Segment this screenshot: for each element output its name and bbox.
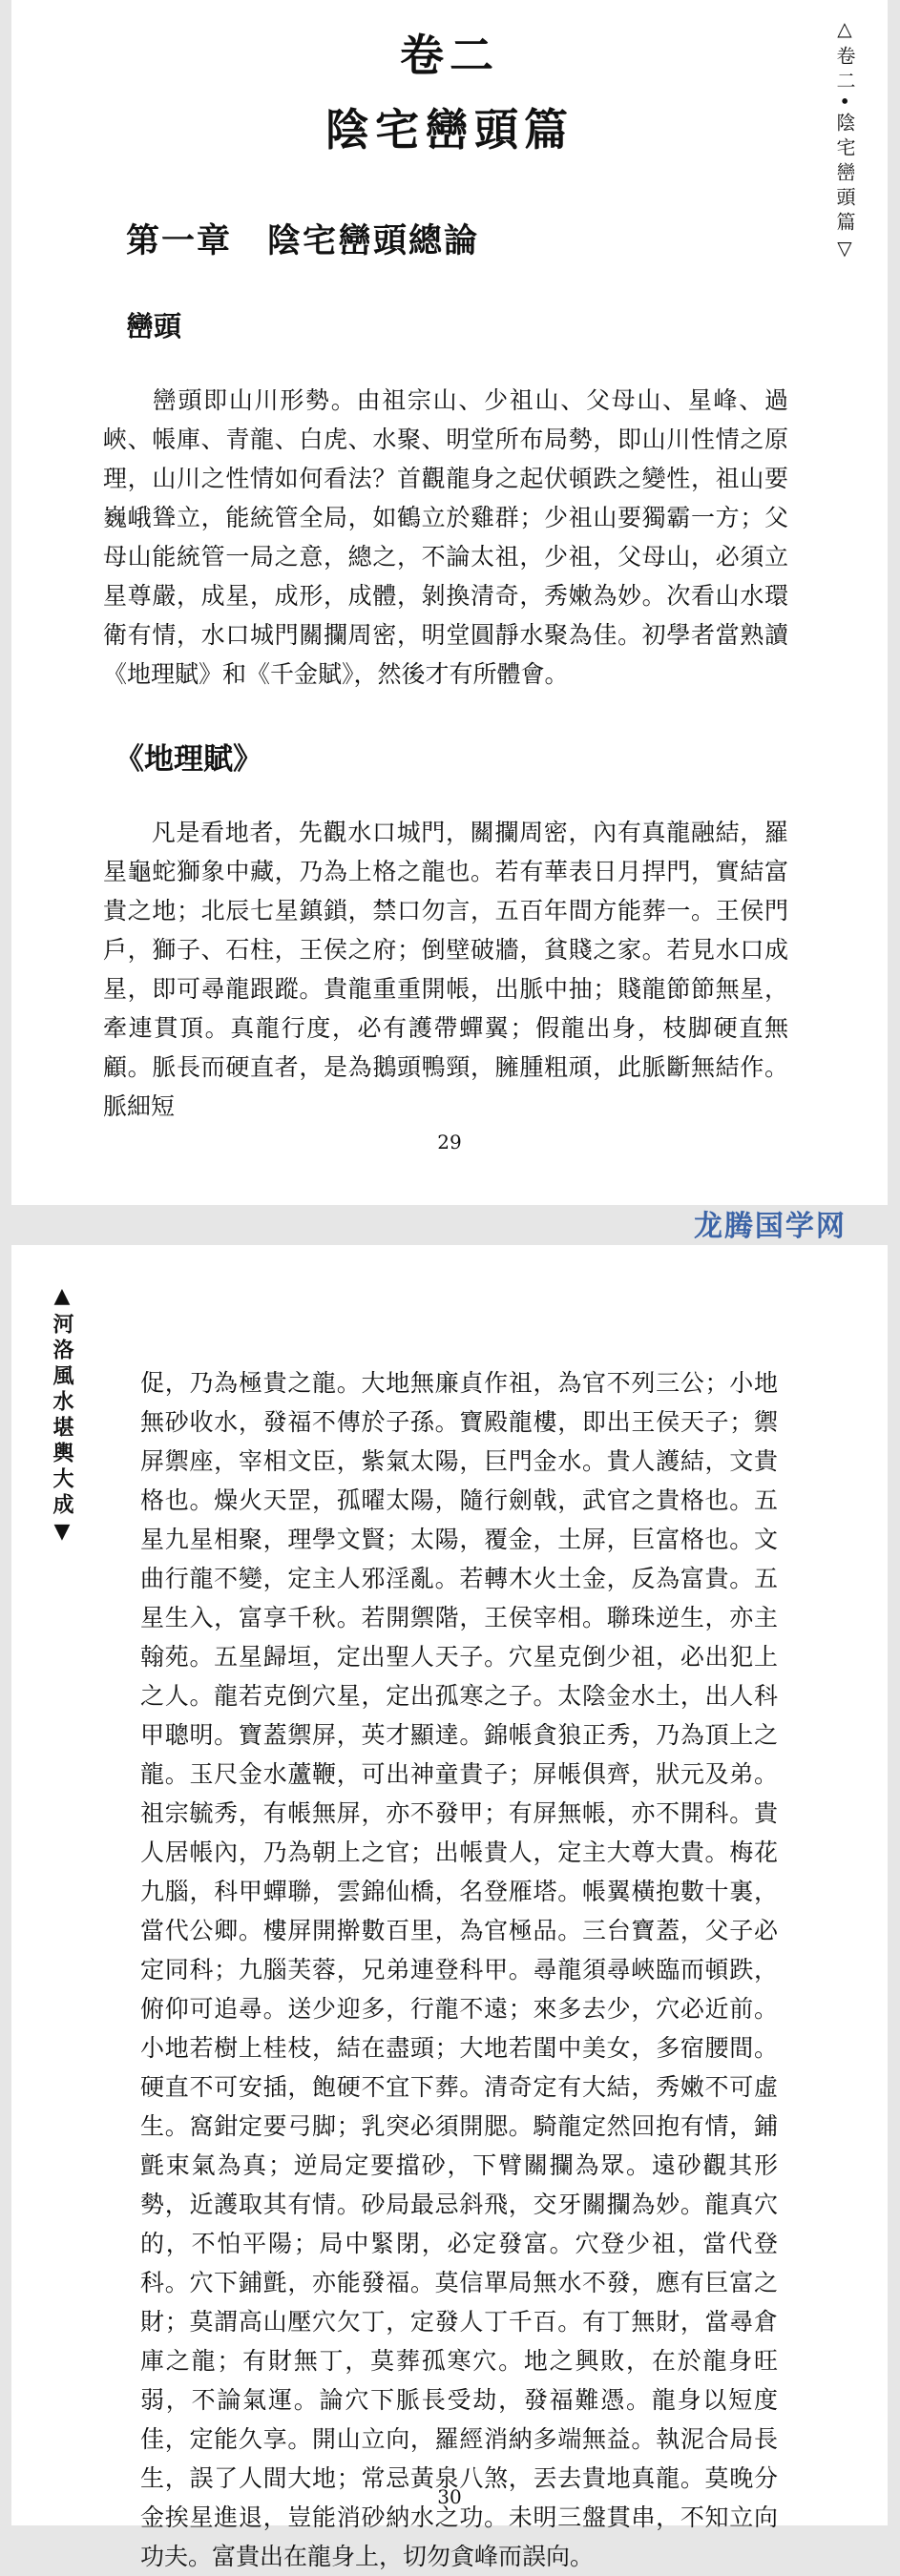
page-30	[11, 1245, 888, 2570]
running-head: ▲河洛風水堪輿大成▼	[50, 1283, 74, 1548]
verse-paragraph	[103, 813, 788, 1126]
running-head: △卷二•陰宅巒頭篇▽	[833, 17, 856, 265]
watermark-title: 龙腾国学网	[693, 1210, 847, 1243]
page-number: 30	[437, 2485, 462, 2508]
volume-title: 卷二	[400, 30, 499, 81]
intro-paragraph-text: 巒頭即山川形勢。由祖宗山、少祖山、父母山、星峰、過峽、帳庫、青龍、白虎、水聚、明堂所布局勢，即山川性情之原理，山川之性情如何看法？首觀龍身之起伏頓跌之變性，祖山要巍峨聳立，能統管全局，如鶴立於雞群；少祖山要獨霸一方；父母山能統管一局之意，總之，不論太祖，少祖，父母山，必須立星尊嚴，成星，成形，成體，剝換清奇，秀嫩為妙。次看山水環衛有情，水口城門關攔周密，明堂圓靜水聚為佳。初學者當熟讀《地理賦》和《千金賦》，然後才有所體會。	[103, 386, 788, 688]
chapter-title: 第一章 陰宅巒頭總論	[126, 221, 480, 260]
section-title: 巒頭	[126, 310, 182, 343]
part-title: 陰宅巒頭篇	[325, 104, 574, 156]
continued-paragraph: 促，乃為極貴之龍。大地無廉貞作祖，為官不列三公；小地無砂收水，發福不傳於子孫。寶殿龍樓，即出王侯天子；禦屏禦座，宰相文臣，紫氣太陽，巨門金水。貴人護結，文貴格也。燥火天罡，孤曜太陽，隨行劍戟，武官之貴格也。五星九星相聚，理學文賢；太陽，覆金，土屏，巨富格也。文曲行龍不變，定主人邪淫亂。若轉木火土金，反為富貴。五星生入，富享千秋。若開禦階，王侯宰相。聯珠逆生，亦主翰苑。五星歸垣，定出聖人天子。穴星克倒少祖，必出犯上之人。龍若克倒穴星，定出孤寒之子。太陰金水土，出人科甲聰明。寶蓋禦屏，英才顯達。錦帳貪狼正秀，乃為頂上之龍。玉尺金水蘆鞭，可出神童貴子；屏帳俱齊，狀元及弟。祖宗毓秀，有帳無屏，亦不發甲；有屏無帳，亦不開科。貴人居帳內，乃為朝上之官；出帳貴人，定主大尊大貴。梅花九腦，科甲蟬聯，雲錦仙橋，名登雁塔。帳翼橫抱數十裏，當代公卿。樓屏開擀數百里，為官極品。三台寶蓋，父子必定同科；九腦芙蓉，兄弟連登科甲。尋龍須尋峽臨而頓跌，俯仰可追尋。送少迎多，行龍不遠；來多去少，穴必近前。小地若樹上桂枝，結在盡頭；大地若閨中美女，多宿腰間。硬直不可安插，飽硬不宜下葬。清奇定有大結，秀嫩不可虛生。窩鉗定要弓脚；乳突必須開腮。騎龍定然回抱有情，鋪氈束氣為真；逆局定要擋砂，下臂關攔為眾。遠砂觀其形勢，近護取其有情。砂局最忌斜飛，交牙關攔為妙。龍真穴的，不怕平陽；局中緊閉，必定發富。穴登少祖，當代登科。穴下鋪氈，亦能發福。莫信單局無水不發，應有巨富之財；莫謂高山壓穴欠丁，定發人丁千百。有丁無財，當尋倉庫之龍；有財無丁，莫葬孤寒穴。地之興敗，在於龍身旺弱，不論氣運。論穴下脈長受劫，發福難憑。龍身以短度佳，定能久享。開山立向，羅經消納多端無益。執泥合局長生，誤了人間大地；常忌黃泉八煞，丟去貴地真龍。莫晚分金挨星進退，豈能消砂納水之功。未明三盤貫串，不知立向功夫。富貴出在龍身上，切勿貪峰而誤向。	[140, 1369, 778, 2570]
page-29	[11, 0, 888, 1205]
page-number: 29	[437, 1131, 462, 1153]
book-title-heading: 《地理賦》	[115, 742, 262, 777]
intro-paragraph	[103, 381, 788, 694]
verse-paragraph-text: 凡是看地者，先觀水口城門，關攔周密，內有真龍融結，羅星龜蛇獅象中藏，乃為上格之龍也。若有華表日月捍門，實結富貴之地；北辰七星鎮鎖，禁口勿言，五百年間方能葬一。王侯門戶，獅子、石柱，王侯之府；倒壁破牆，貧賤之家。若見水口成星，即可尋龍跟蹤。貴龍重重開帳，出脈中抽；賤龍節節無星，牽連貫頂。真龍行度，必有護帶蟬翼；假龍出身，枝脚硬直無顧。脈長而硬直者，是為鵝頭鴨頸，臃腫粗頑，此脈斷無結作。脈細短	[103, 819, 788, 1120]
